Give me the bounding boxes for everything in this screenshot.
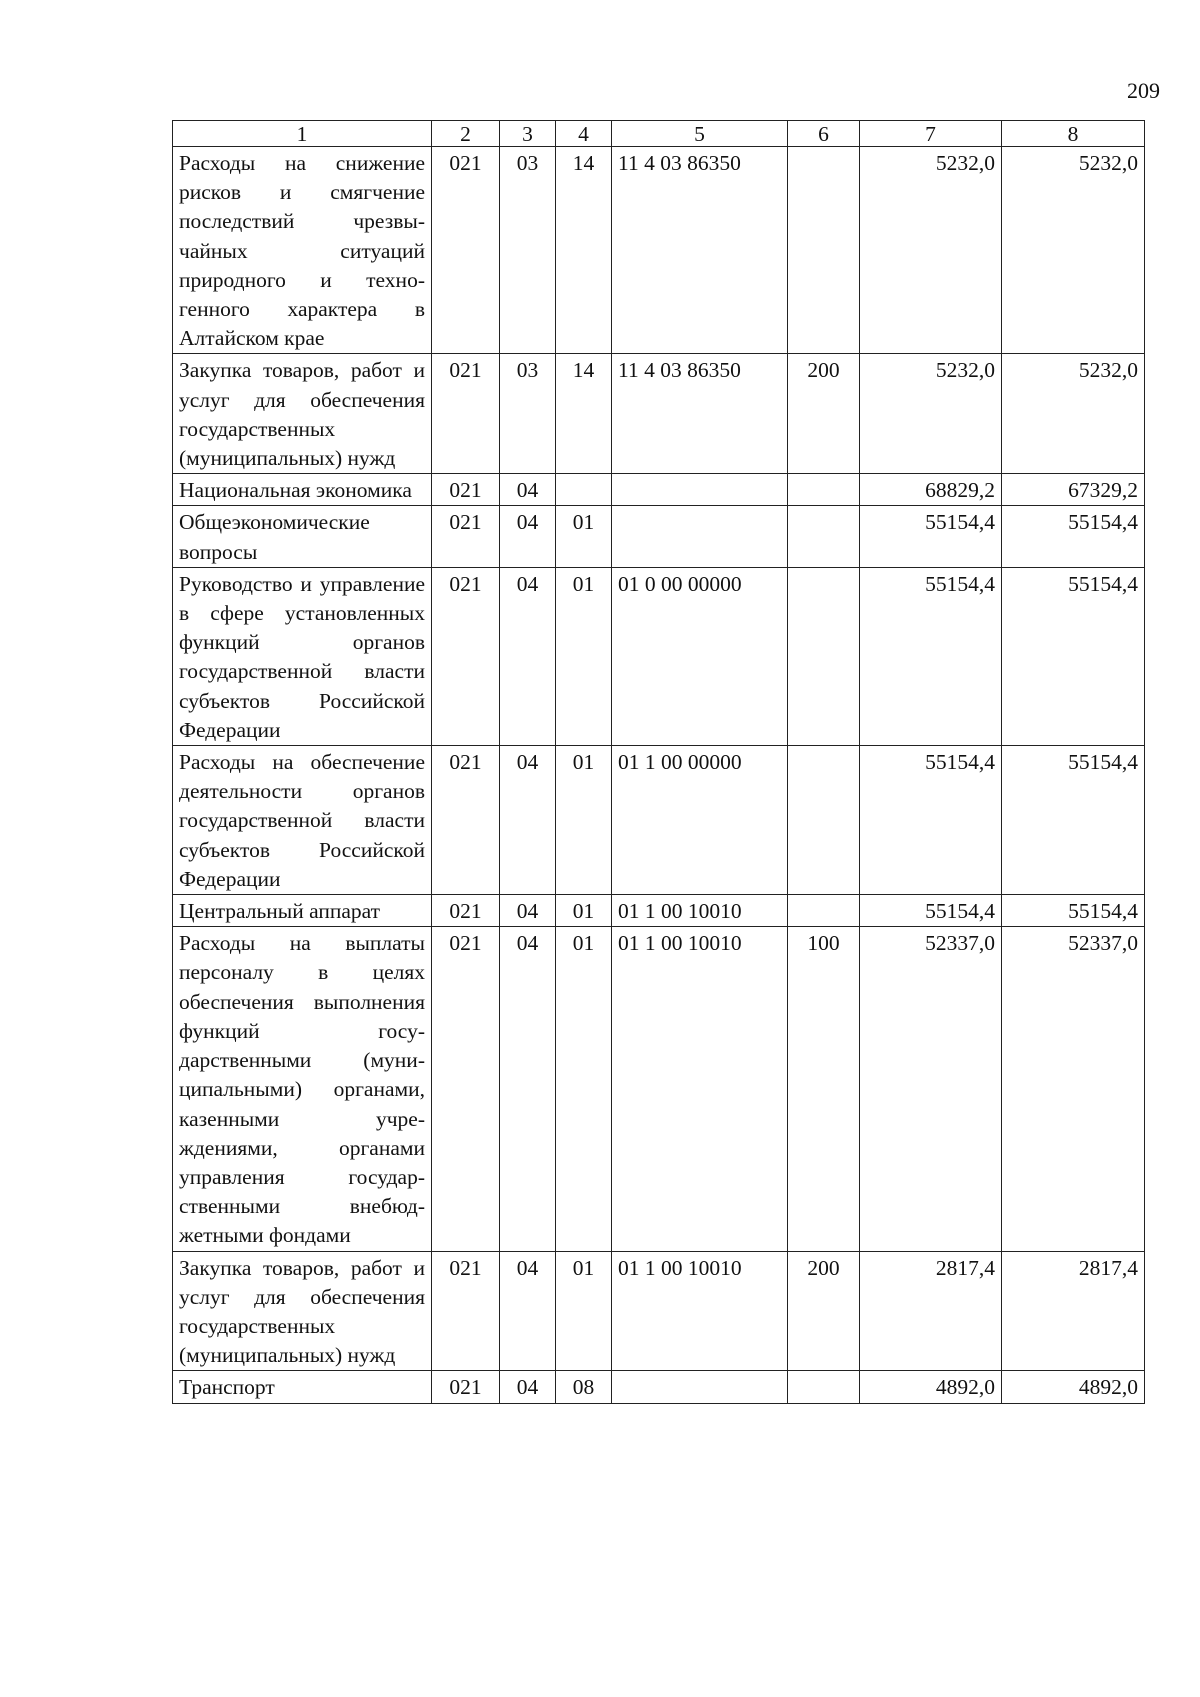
row-amount-2: 55154,4 [1002, 895, 1145, 927]
row-amount-1: 2817,4 [860, 1251, 1002, 1371]
row-ministry-code: 021 [432, 147, 500, 354]
row-amount-1: 55154,4 [860, 567, 1002, 745]
row-name: Расходы на обеспечение деятельности органов государственной власти субъектов Российской Федерации [173, 746, 432, 895]
row-target-article: 01 1 00 00000 [612, 746, 788, 895]
table-row [173, 1371, 1145, 1403]
row-amount-2: 55154,4 [1002, 567, 1145, 745]
row-amount-1: 52337,0 [860, 927, 1002, 1251]
row-amount-1: 55154,4 [860, 895, 1002, 927]
table-row [173, 147, 1145, 354]
row-expense-type: 200 [788, 354, 860, 474]
row-amount-1: 4892,0 [860, 1371, 1002, 1403]
row-subsection-code: 01 [556, 1251, 612, 1371]
row-expense-type [788, 147, 860, 354]
table-row [173, 746, 1145, 895]
column-header: 6 [788, 121, 860, 147]
row-amount-2: 2817,4 [1002, 1251, 1145, 1371]
row-name: Закупка товаров, работ и услуг для обеспечения государственных (муниципальных) нужд [173, 354, 432, 474]
row-name: Национальная экономика [173, 474, 432, 506]
row-target-article [612, 506, 788, 567]
row-ministry-code: 021 [432, 474, 500, 506]
row-expense-type [788, 474, 860, 506]
row-ministry-code: 021 [432, 506, 500, 567]
row-subsection-code: 01 [556, 895, 612, 927]
row-amount-2: 55154,4 [1002, 506, 1145, 567]
row-amount-2: 52337,0 [1002, 927, 1145, 1251]
row-subsection-code: 14 [556, 354, 612, 474]
row-subsection-code: 08 [556, 1371, 612, 1403]
row-section-code: 04 [500, 1371, 556, 1403]
row-ministry-code: 021 [432, 927, 500, 1251]
row-subsection-code: 01 [556, 506, 612, 567]
row-amount-1: 55154,4 [860, 746, 1002, 895]
row-section-code: 04 [500, 895, 556, 927]
table-row [173, 1251, 1145, 1371]
column-header: 8 [1002, 121, 1145, 147]
row-subsection-code: 01 [556, 746, 612, 895]
table-row [173, 895, 1145, 927]
row-ministry-code: 021 [432, 354, 500, 474]
row-expense-type [788, 1371, 860, 1403]
row-ministry-code: 021 [432, 1371, 500, 1403]
table-row [173, 567, 1145, 745]
table-row [173, 927, 1145, 1251]
row-section-code: 04 [500, 746, 556, 895]
row-expense-type [788, 746, 860, 895]
table-row [173, 506, 1145, 567]
row-expense-type: 100 [788, 927, 860, 1251]
row-expense-type [788, 895, 860, 927]
row-amount-1: 55154,4 [860, 506, 1002, 567]
row-subsection-code: 14 [556, 147, 612, 354]
row-section-code: 04 [500, 1251, 556, 1371]
row-expense-type: 200 [788, 1251, 860, 1371]
row-name: Центральный аппарат [173, 895, 432, 927]
row-section-code: 04 [500, 567, 556, 745]
row-amount-2: 5232,0 [1002, 147, 1145, 354]
row-name: Расходы на снижение рисков и смягчение последствий чрезвычайных ситуаций природного и техногенного характера в Алтайском крае [173, 147, 432, 354]
row-section-code: 04 [500, 474, 556, 506]
row-ministry-code: 021 [432, 567, 500, 745]
row-amount-2: 55154,4 [1002, 746, 1145, 895]
row-target-article [612, 1371, 788, 1403]
row-amount-2: 5232,0 [1002, 354, 1145, 474]
row-ministry-code: 021 [432, 746, 500, 895]
row-ministry-code: 021 [432, 1251, 500, 1371]
row-target-article: 01 1 00 10010 [612, 927, 788, 1251]
row-subsection-code: 01 [556, 567, 612, 745]
row-expense-type [788, 567, 860, 745]
row-target-article: 01 1 00 10010 [612, 1251, 788, 1371]
row-ministry-code: 021 [432, 895, 500, 927]
page-number: 209 [1127, 78, 1160, 103]
row-section-code: 04 [500, 506, 556, 567]
row-amount-1: 5232,0 [860, 147, 1002, 354]
row-name: Расходы на выплаты персоналу в целях обеспечения выполнения функций государственными (муниципальными) органами, казенными учреждениями, органами управления государственными внебюджетными фондами [173, 927, 432, 1251]
row-name: Общеэкономические вопросы [173, 506, 432, 567]
table-row [173, 474, 1145, 506]
row-name: Руководство и управление в сфере установленных функций органов государственной власти субъектов Российской Федерации [173, 567, 432, 745]
column-header: 5 [612, 121, 788, 147]
budget-table [172, 120, 1145, 1404]
column-header: 2 [432, 121, 500, 147]
row-amount-1: 68829,2 [860, 474, 1002, 506]
table-row [173, 354, 1145, 474]
row-name: Закупка товаров, работ и услуг для обеспечения государственных (муниципальных) нужд [173, 1251, 432, 1371]
row-expense-type [788, 506, 860, 567]
row-target-article: 01 1 00 10010 [612, 895, 788, 927]
row-section-code: 03 [500, 354, 556, 474]
row-target-article: 11 4 03 86350 [612, 354, 788, 474]
row-subsection-code: 01 [556, 927, 612, 1251]
row-section-code: 03 [500, 147, 556, 354]
column-header: 4 [556, 121, 612, 147]
column-header: 7 [860, 121, 1002, 147]
table-header-row [173, 121, 1145, 147]
row-amount-2: 67329,2 [1002, 474, 1145, 506]
row-amount-2: 4892,0 [1002, 1371, 1145, 1403]
row-target-article [612, 474, 788, 506]
column-header: 3 [500, 121, 556, 147]
row-subsection-code [556, 474, 612, 506]
row-section-code: 04 [500, 927, 556, 1251]
column-header: 1 [173, 121, 432, 147]
row-amount-1: 5232,0 [860, 354, 1002, 474]
row-target-article: 11 4 03 86350 [612, 147, 788, 354]
row-target-article: 01 0 00 00000 [612, 567, 788, 745]
row-name: Транспорт [173, 1371, 432, 1403]
